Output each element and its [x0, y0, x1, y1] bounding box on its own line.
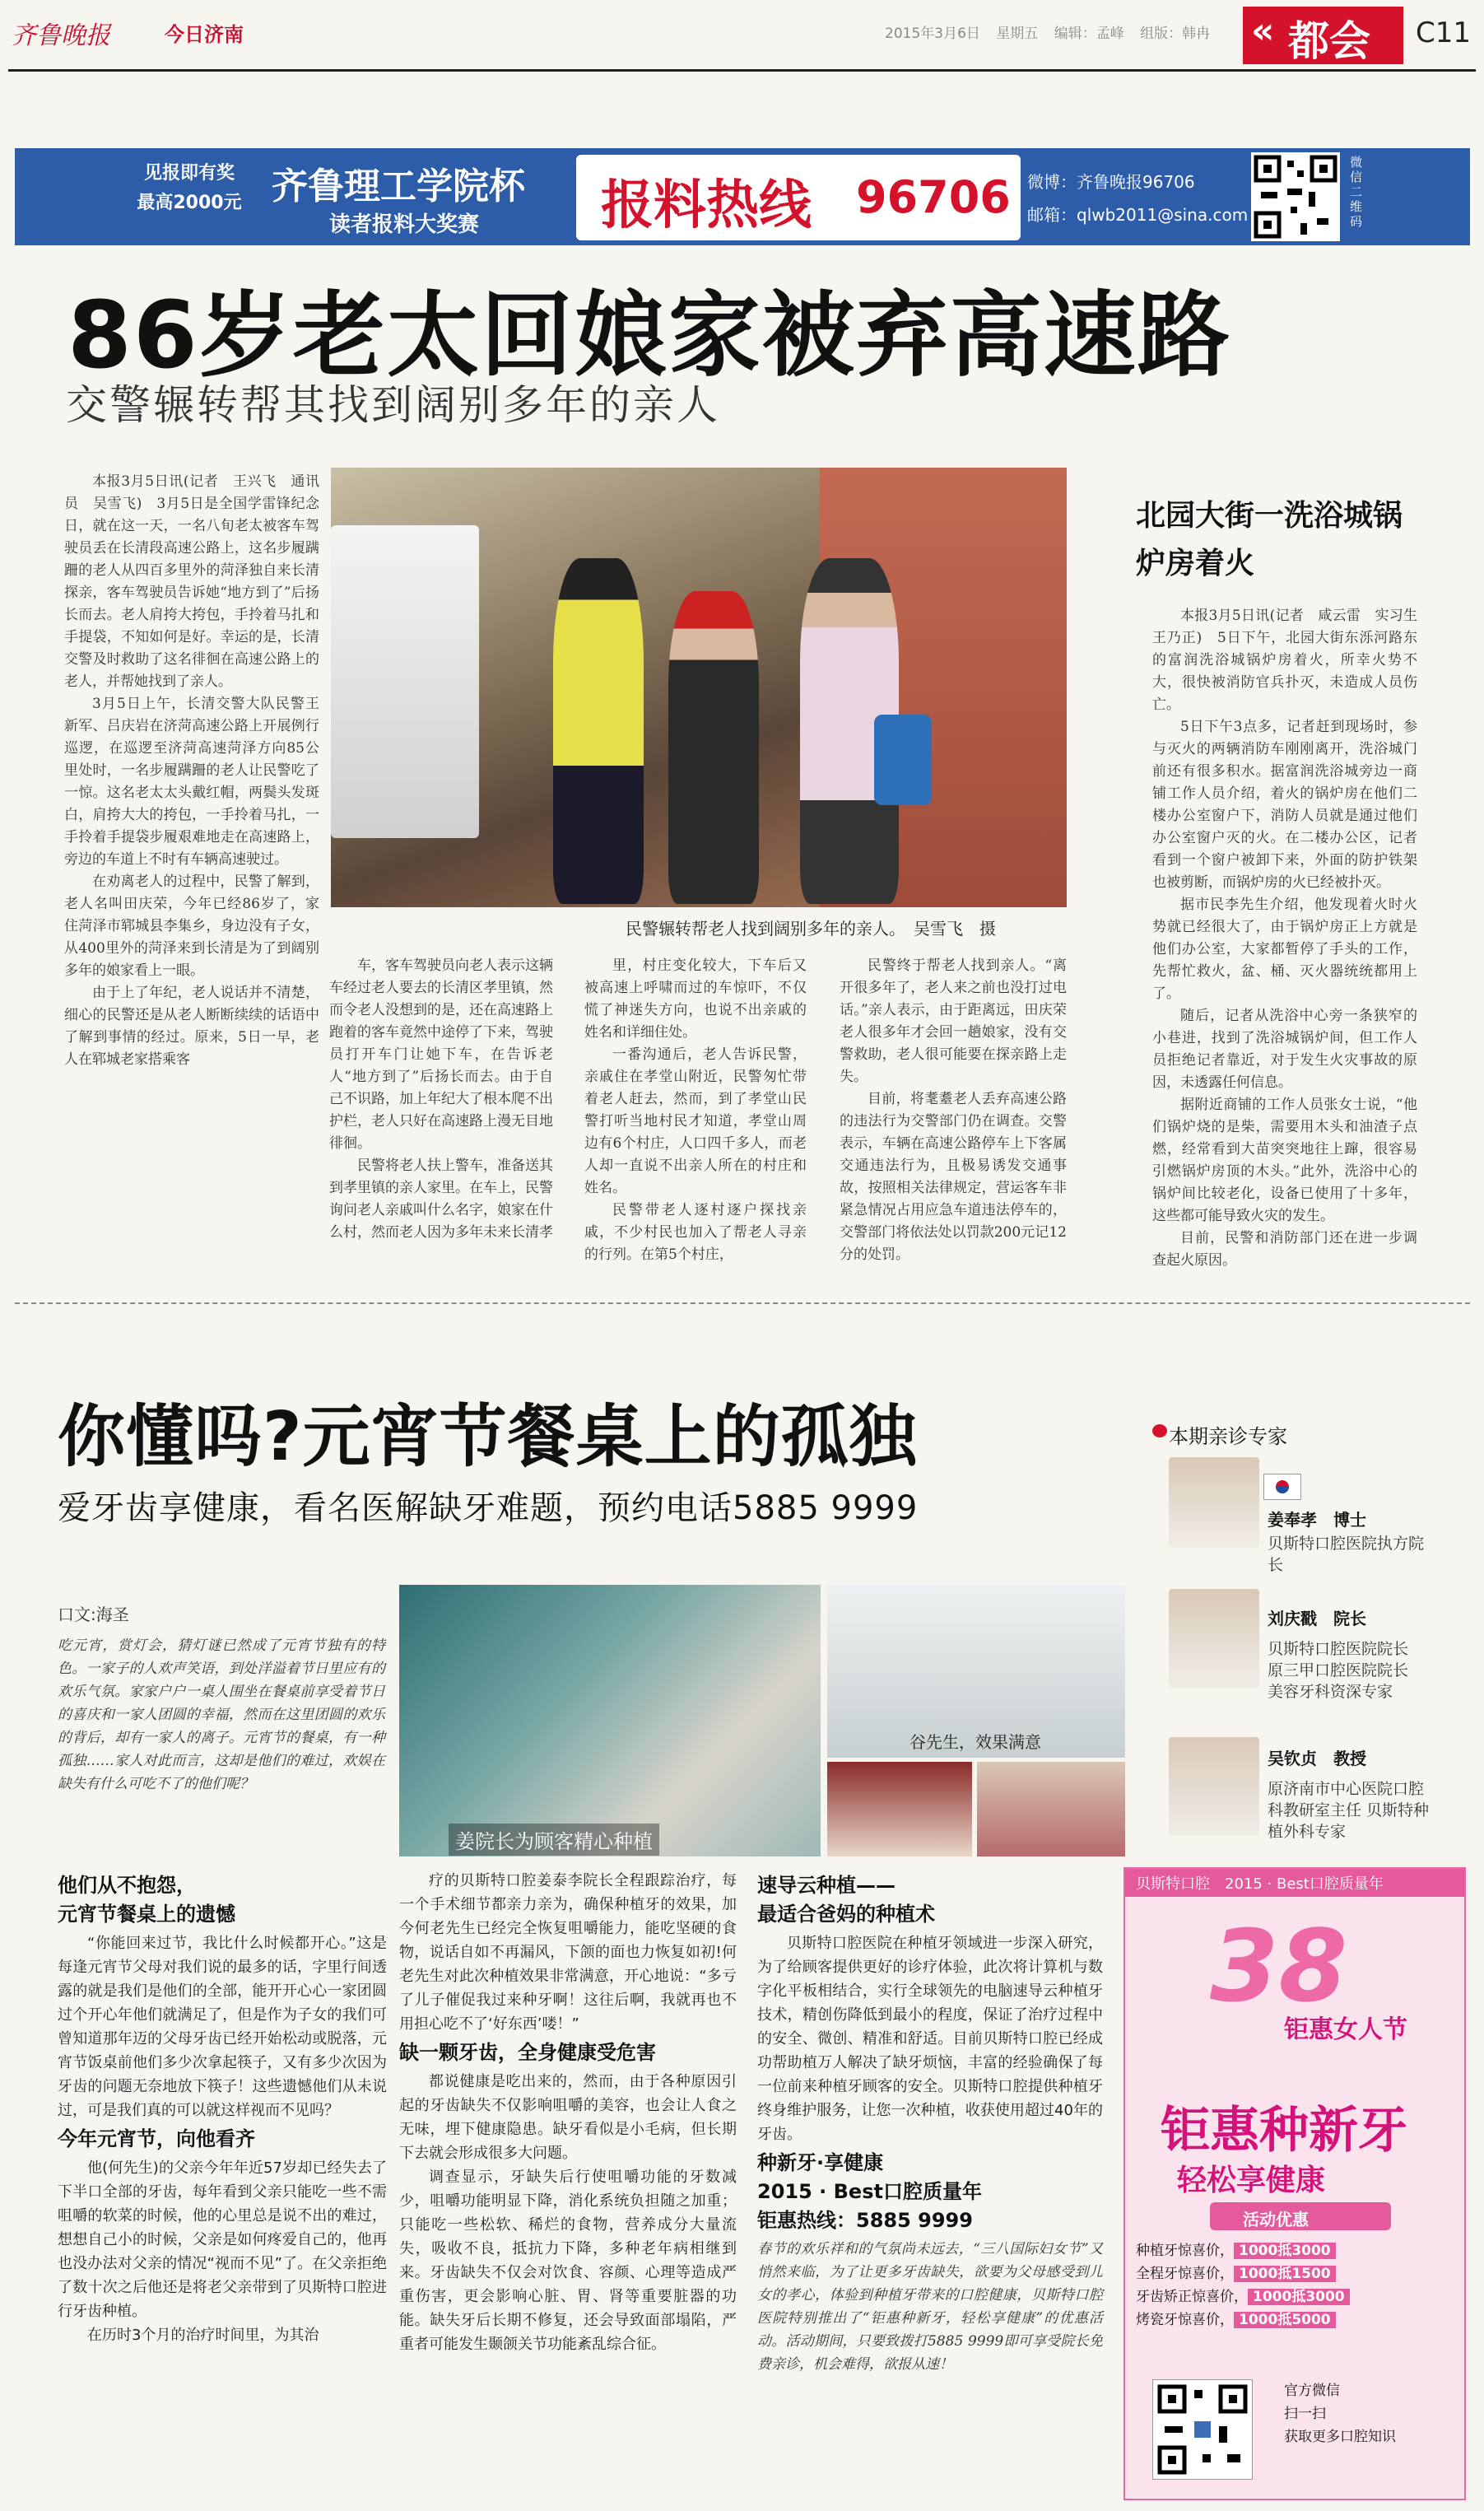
- paragraph: 由于上了年纪，老人说话并不清楚，细心的民警还是从老人断断续续的话语中了解到事情的经过。原来，5日一早，老人在郓城老家搭乘客: [64, 985, 319, 1068]
- photo-caption: 民警辗转帮老人找到阔别多年的亲人。 吴雪飞 摄: [626, 919, 996, 939]
- subheading: 今年元宵节，向他看齐: [58, 2127, 255, 2150]
- banner-qr-label: 微信二维码: [1350, 155, 1363, 229]
- expert-photo: [1169, 1457, 1259, 1548]
- flag-icon: [1263, 1474, 1301, 1500]
- banner-weibo: 微博：齐鲁晚报96706: [1027, 172, 1195, 192]
- feature-headline: 你懂吗?元宵节餐桌上的孤独: [58, 1398, 918, 1476]
- feature-author: 口文:海圣: [58, 1605, 129, 1624]
- photo-old-woman: [668, 591, 759, 904]
- expert-name: 刘庆戳 院长: [1268, 1609, 1366, 1628]
- article-column-3: [584, 955, 807, 1266]
- paragraph: 在劝离老人的过程中，民警了解到，老人名叫田庆荣，今年已经86岁了，家住菏泽市郓城县李集乡，身边没有子女，从400里外的菏泽来到长清是为了到阔别多年的娘家看上一眼。: [64, 873, 319, 979]
- promo-headline: 钜惠种新牙: [1161, 2102, 1407, 2159]
- side-article-body: [1152, 605, 1431, 1272]
- photo-bag: [874, 715, 932, 805]
- promo-item-label: 种植牙惊喜价，: [1136, 2243, 1234, 2259]
- promo-item: [1136, 2308, 1449, 2332]
- expert-title: 原济南市中心医院口腔科教研室主任 贝斯特种植外科专家: [1268, 1780, 1430, 1841]
- paragraph: 目前，民警和消防部门还在进一步调查起火原因。: [1152, 1230, 1417, 1269]
- subheading: 最适合爸妈的种植术: [757, 1903, 935, 1926]
- feature-photo-surgery: [399, 1585, 821, 1856]
- section-divider: [15, 1302, 1470, 1304]
- subheading: 2015 · Best口腔质量年: [757, 2180, 982, 2203]
- promo-item-label: 牙齿矫正惊喜价，: [1136, 2289, 1248, 2305]
- paragraph: 据市民李先生介绍，他发现着火时火势就已经很大了，由于锅炉房正上方就是他们办公室，大家都暂停了手头的工作，先帮忙救火，盆、桶、灭火器统统都用上了。: [1152, 897, 1417, 1002]
- promo-item: [1136, 2239, 1449, 2262]
- promo-bar-text: 活动优惠: [1243, 2210, 1309, 2229]
- paragraph: 疗的贝斯特口腔姜泰李院长全程跟踪治疗，每一个手术细节都亲力亲为，确保种植牙的效果，加今何老先生已经完全恢复咀嚼能力，能吃坚硬的食物，说话自如不再漏风，下颌的面也力恢复如初!何老先生对此次种植效果非常满意，开心地说：“多亏了儿子催促我过来种牙啊！这往后啊，我就再也不用担心吃不了‘好东西’喽！”: [399, 1872, 737, 2033]
- article-column-1: [64, 471, 319, 1071]
- paragraph: 贝斯特口腔医院在种植牙领域进一步深入研究，为了给顾客提供更好的诊疗体验，此次将计算机与数字化平板相结合，实行全球领先的电脑速导云种植牙技术，精创伤降低到最小的程度，保证了治疗过程中的安全、微创、精准和舒适。目前贝斯特口腔已经成功帮助植万人解决了缺牙烦恼，丰富的经验确保了每一位前来种植牙顾客的安全。贝斯特口腔提供种植牙终身维护服务，让您一次种植，收获使用超过40年的牙齿。: [757, 1935, 1103, 2143]
- subheading: 钜惠热线：5885 9999: [757, 2209, 973, 2232]
- chevron-left-icon: «: [1251, 10, 1275, 52]
- banner-sponsor: 齐鲁理工学院杯: [272, 165, 525, 207]
- photo-car: [331, 525, 479, 838]
- expert-photo: [1169, 1737, 1259, 1836]
- paragraph: 民警带老人逐村逐户探找亲戚，不少村民也加入了帮老人寻亲的行列。在第5个村庄，: [584, 1202, 807, 1263]
- paragraph: 随后，记者从洗浴中心旁一条狭窄的小巷进，找到了洗浴城锅炉间，但工作人员拒绝记者靠近，对于发生火灾事故的原因，未透露任何信息。: [1152, 1008, 1417, 1091]
- experts-heading: 本期亲诊专家: [1169, 1425, 1287, 1448]
- article-photo: [331, 468, 1067, 907]
- promo-item-label: 烤瓷牙惊喜价，: [1136, 2312, 1234, 2328]
- more-label: 获取更多口腔知识: [1284, 2429, 1396, 2445]
- paragraph: 民警终于帮老人找到亲人。“离开很多年了，老人来之前也没打过电话。”亲人表示，由于距离远，田庆荣老人很多年才会回一趟娘家，没有交警救助，老人很可能要在探亲路上走失。: [840, 957, 1067, 1085]
- speech-bubble-icon: [1152, 1424, 1167, 1437]
- paragraph: 据附近商铺的工作人员张女士说，“他们锅炉烧的是柴，需要用木头和油渣子点燃，经常看到大苗突突地往上蹿，很容易引燃锅炉房顶的木头。”此外，洗浴中心的锅炉间比较老化，设备已使用了十多年，这些都可能导致火灾的发生。: [1152, 1097, 1417, 1224]
- banner-sponsor-sub: 读者报料大奖赛: [329, 212, 480, 237]
- promo-list: [1136, 2239, 1449, 2332]
- expert-name: 姜奉孝 博士: [1268, 1510, 1366, 1530]
- expert-title: 贝斯特口腔医院执方院长: [1268, 1535, 1425, 1574]
- photo-police: [553, 558, 644, 904]
- article-headline: 86岁老太回娘家被弃高速路: [67, 282, 1231, 389]
- issue-date: 2015年3月6日: [885, 26, 980, 42]
- paragraph: 调查显示，牙缺失后行使咀嚼功能的牙数减少，咀嚼功能明显下降，消化系统负担随之加重；只能吃一些松软、稀烂的食物，营养成分大量流失，吸收不良，抵抗力下降，多种老年病相继到来。牙齿缺失不仅会对饮食、容颜、心理等造成严重伤害，更会影响心脏、胃、肾等重要脏器的功能。缺失牙后长期不修复，还会导致面部塌陷，严重者可能发生颞颌关节功能紊乱综合征。: [399, 2169, 737, 2353]
- side-article-title: 北园大街一洗浴城锅炉房着火: [1136, 499, 1403, 580]
- article-column-2: [329, 955, 553, 1244]
- paragraph: 车，客车驾驶员向老人表示这辆车经过老人要去的长清区孝里镇，然而令老人没想到的是，还在高速路上跑着的客车竟然中途停了下来，驾驶员打开车门让她下车，在告诉老人“地方到了”后扬长而去。由于自己不识路，加上年纪大了根本爬不出护栏，老人只好在高速路上漫无目地徘徊。: [329, 957, 553, 1152]
- banner-prize: [115, 159, 263, 218]
- promo-qr-text: [1284, 2379, 1396, 2448]
- subheading: 种新牙·享健康: [757, 2151, 884, 2174]
- hotline-label: 报料热线: [601, 175, 812, 236]
- paragraph: 3月5日上午，长清交警大队民警王新军、吕庆岩在济菏高速公路上开展例行巡逻，在巡逻至济菏高速菏泽方向85公里处时，一名步履蹒跚的老人让民警吃了一惊。这名老太太头戴红帽，两鬓头发斑白，肩挎大大的挎包，一手拎着马扎，一手拎着手提袋步履艰难地走在高速路上，旁边的车道上不时有车辆高速驶过。: [64, 696, 319, 868]
- page-number: C11: [1416, 16, 1472, 49]
- promo-item-value: 1000抵1500: [1234, 2266, 1336, 2282]
- issue-weekday: 星期五: [996, 26, 1039, 42]
- paragraph: 目前，将耄耋老人丢弃高速公路的违法行为交警部门仍在调查。交警表示，车辆在高速公路停车上下客属交通违法行为，且极易诱发交通事故，按照相关法律规定，营运客车非紧急情况占用应急车道违法停车的，交警部门将依法处以罚款200元记12分的处罚。: [840, 1091, 1067, 1263]
- expert-name: 吴钦贞 教授: [1268, 1749, 1366, 1768]
- article-column-4: [840, 955, 1067, 1266]
- teeth-photo-after: [977, 1762, 1125, 1856]
- banner-prize-line1: 见报即有奖: [143, 163, 235, 184]
- subheading: 缺一颗牙齿，全身健康受危害: [399, 2041, 656, 2064]
- subheading: 元宵节餐桌上的遗憾: [58, 1903, 235, 1926]
- banner-prize-line2: 最高2000元: [137, 193, 242, 213]
- expert-photo: [1169, 1589, 1259, 1688]
- article-subhead: 交警辗转帮其找到阔别多年的亲人: [66, 381, 720, 429]
- section-name: 今日济南: [165, 23, 244, 46]
- paragraph: 本报3月5日讯(记者 咸云雷 实习生 王乃正) 5日下午，北园大街东泺河路东的富润洗浴城锅炉房着火，所幸火势不大，很快被消防官兵扑灭，未造成人员伤亡。: [1152, 608, 1431, 713]
- wechat-label: 官方微信: [1284, 2383, 1340, 2399]
- feature-column-b: [399, 1869, 737, 2356]
- issue-info: [885, 21, 1221, 42]
- paragraph: 里，村庄变化较大，下车后又被高速上呼啸而过的车惊吓，不仅慌了神迷失方向，也说不出亲戚的姓名和详细住处。: [584, 957, 807, 1041]
- promo-subline: 轻松享健康: [1177, 2164, 1326, 2197]
- feature-subhead: 爱牙齿享健康，看名医解缺牙难题，预约电话5885 9999: [58, 1489, 919, 1527]
- feature-closing: 春节的欢乐祥和的气氛尚未远去，“三八国际妇女节”又悄然来临，为了让更多牙齿缺失，欲要为父母感受到儿女的孝心，体验到种植牙带来的口腔健康，贝斯特口腔医院特别推出了“钜惠种新牙，轻松享健康”的优惠活动。活动期间，只要致拨打5885 9999即可享受院长免费亲诊，机会难得，欲报从速！: [757, 2241, 1103, 2373]
- promo-item-label: 全程牙惊喜价，: [1136, 2266, 1234, 2282]
- promo-event-number: 38: [1210, 1910, 1347, 2024]
- paragraph: 民警将老人扶上警车，准备送其到孝里镇的亲人家里。在车上，民警询问老人亲戚叫什么名字，娘家在什么村，然而老人因为多年未来长清孝: [329, 1158, 553, 1241]
- expert-title: 贝斯特口腔医院院长 原三甲口腔医院院长 美容牙科资深专家: [1268, 1640, 1409, 1701]
- subheading: 他们从不抱怨，: [58, 1874, 196, 1897]
- feature-column-a: [58, 1869, 387, 2347]
- banner-email: 邮箱：qlwb2011@sina.com: [1027, 205, 1249, 225]
- promo-event-name: 钜惠女人节: [1284, 2015, 1407, 2044]
- paragraph: 他(何先生)的父亲今年年近57岁却已经失去了下半口全部的牙齿，每年看到父亲只能吃一些不需咀嚼的软菜的时候，他的心里总是说不出的难过，想想自己小的时候，父亲是如何疼爱自己的，他再也没办法对父亲的情况“视而不见”了。在父亲拒绝了数十次之后他还是将老父亲带到了贝斯特口腔进行牙齿种植。: [58, 2159, 387, 2320]
- promo-top-text: 贝斯特口腔 2015 · Best口腔质量年: [1136, 1875, 1384, 1893]
- issue-editor: 编辑：孟峰: [1054, 26, 1124, 42]
- promo-item-value: 1000抵3000: [1248, 2289, 1350, 2305]
- subheading: 速导云种植——: [757, 1874, 896, 1897]
- teeth-photo-before: [827, 1762, 972, 1856]
- feature-photo-caption-small: 谷先生，效果满意: [909, 1732, 1041, 1752]
- promo-item-value: 1000抵3000: [1234, 2243, 1336, 2259]
- paragraph: 在历时3个月的治疗时间里，为其治: [87, 2327, 319, 2344]
- qr-code-icon: [1152, 2379, 1253, 2480]
- feature-lead: 吃元宵，赏灯会，猜灯谜已然成了元宵节独有的特色。一家子的人欢声笑语，到处洋溢着节日里应有的欢乐气氛。家家户户一桌人围坐在餐桌前享受着节日的喜庆和一家人团圆的幸福，然而在这里团圆的欢乐的背后，却有一家人的离子。元宵节的餐桌，有一种孤独……家人对此而言，这却是他们的难过，欢娱在缺失有什么可吃不了的他们呢？: [58, 1638, 385, 1792]
- promo-item: [1136, 2285, 1449, 2308]
- scan-label: 扫一扫: [1284, 2406, 1326, 2422]
- issue-designer: 组版：韩冉: [1140, 26, 1211, 42]
- feature-column-c: [757, 1869, 1103, 2376]
- masthead-rule: [8, 69, 1476, 72]
- paragraph: “你能回来过节，我比什么时候都开心。”这是每逢元宵节父母对我们说的最多的话，字里行间透露的就是我们是他们的全部，能开开心心一家团圆过个开心年他们就满足了，但是作为子女的我们可曾知道那年迈的父母牙齿已经开始松动或脱落，元宵节饭桌前他们多少次拿起筷子，又有多少次因为牙齿的问题无奈地放下筷子！这些遗憾他们从未说过，可是我们真的可以就这样视而不见吗？: [58, 1935, 387, 2119]
- feature-photo-caption: 姜院长为顾客精心种植: [449, 1824, 659, 1856]
- paragraph: 都说健康是吃出来的，然而，由于各种原因引起的牙齿缺失不仅影响咀嚼的美容，也会让人食之无味，埋下健康隐患。缺牙看似是小毛病，但长期下去就会形成很多大问题。: [399, 2073, 737, 2162]
- promo-item-value: 1000抵5000: [1234, 2312, 1336, 2328]
- section-tag: 都会: [1288, 17, 1370, 65]
- promo-item: [1136, 2262, 1449, 2285]
- paragraph: 5日下午3点多，记者赶到现场时，参与灭火的两辆消防车刚刚离开，洗浴城门前还有很多积水。据富润洗浴城旁边一商铺工作人员介绍，着火的锅炉房在他们二楼办公室窗户下，消防人员就是通过他们办公室窗户灭的火。在二楼办公区，记者看到一个窗户被卸下来，外面的防护铁架也被剪断，而锅炉房的火已经被扑灭。: [1152, 719, 1417, 891]
- paragraph: 一番沟通后，老人告诉民警，亲戚住在孝堂山附近，民警匆忙带着老人赶去，然而，到了孝堂山民警打听当地村民才知道，孝堂山周边有6个村庄，人口四千多人，而老人却一直说不出亲人所在的村庄和姓名。: [584, 1046, 807, 1196]
- hotline-number: 96706: [856, 171, 1011, 223]
- qr-code-icon: [1251, 152, 1340, 241]
- paper-logo: 齐鲁晚报: [12, 21, 110, 50]
- paragraph: 本报3月5日讯(记者 王兴飞 通讯员 吴雪飞) 3月5日是全国学雷锋纪念日，就在这一天，一名八旬老太被客车驾驶员丢在长清段高速公路上，这名步履蹒跚的老人从四百多里外的菏泽独自来长清探亲，客车驾驶员告诉她“地方到了”后扬长而去。老人肩挎大挎包，手拎着马扎和手提袋，不知如何是好。幸运的是，长清交警及时救助了这名徘徊在高速公路上的老人，并帮她找到了亲人。: [64, 473, 319, 690]
